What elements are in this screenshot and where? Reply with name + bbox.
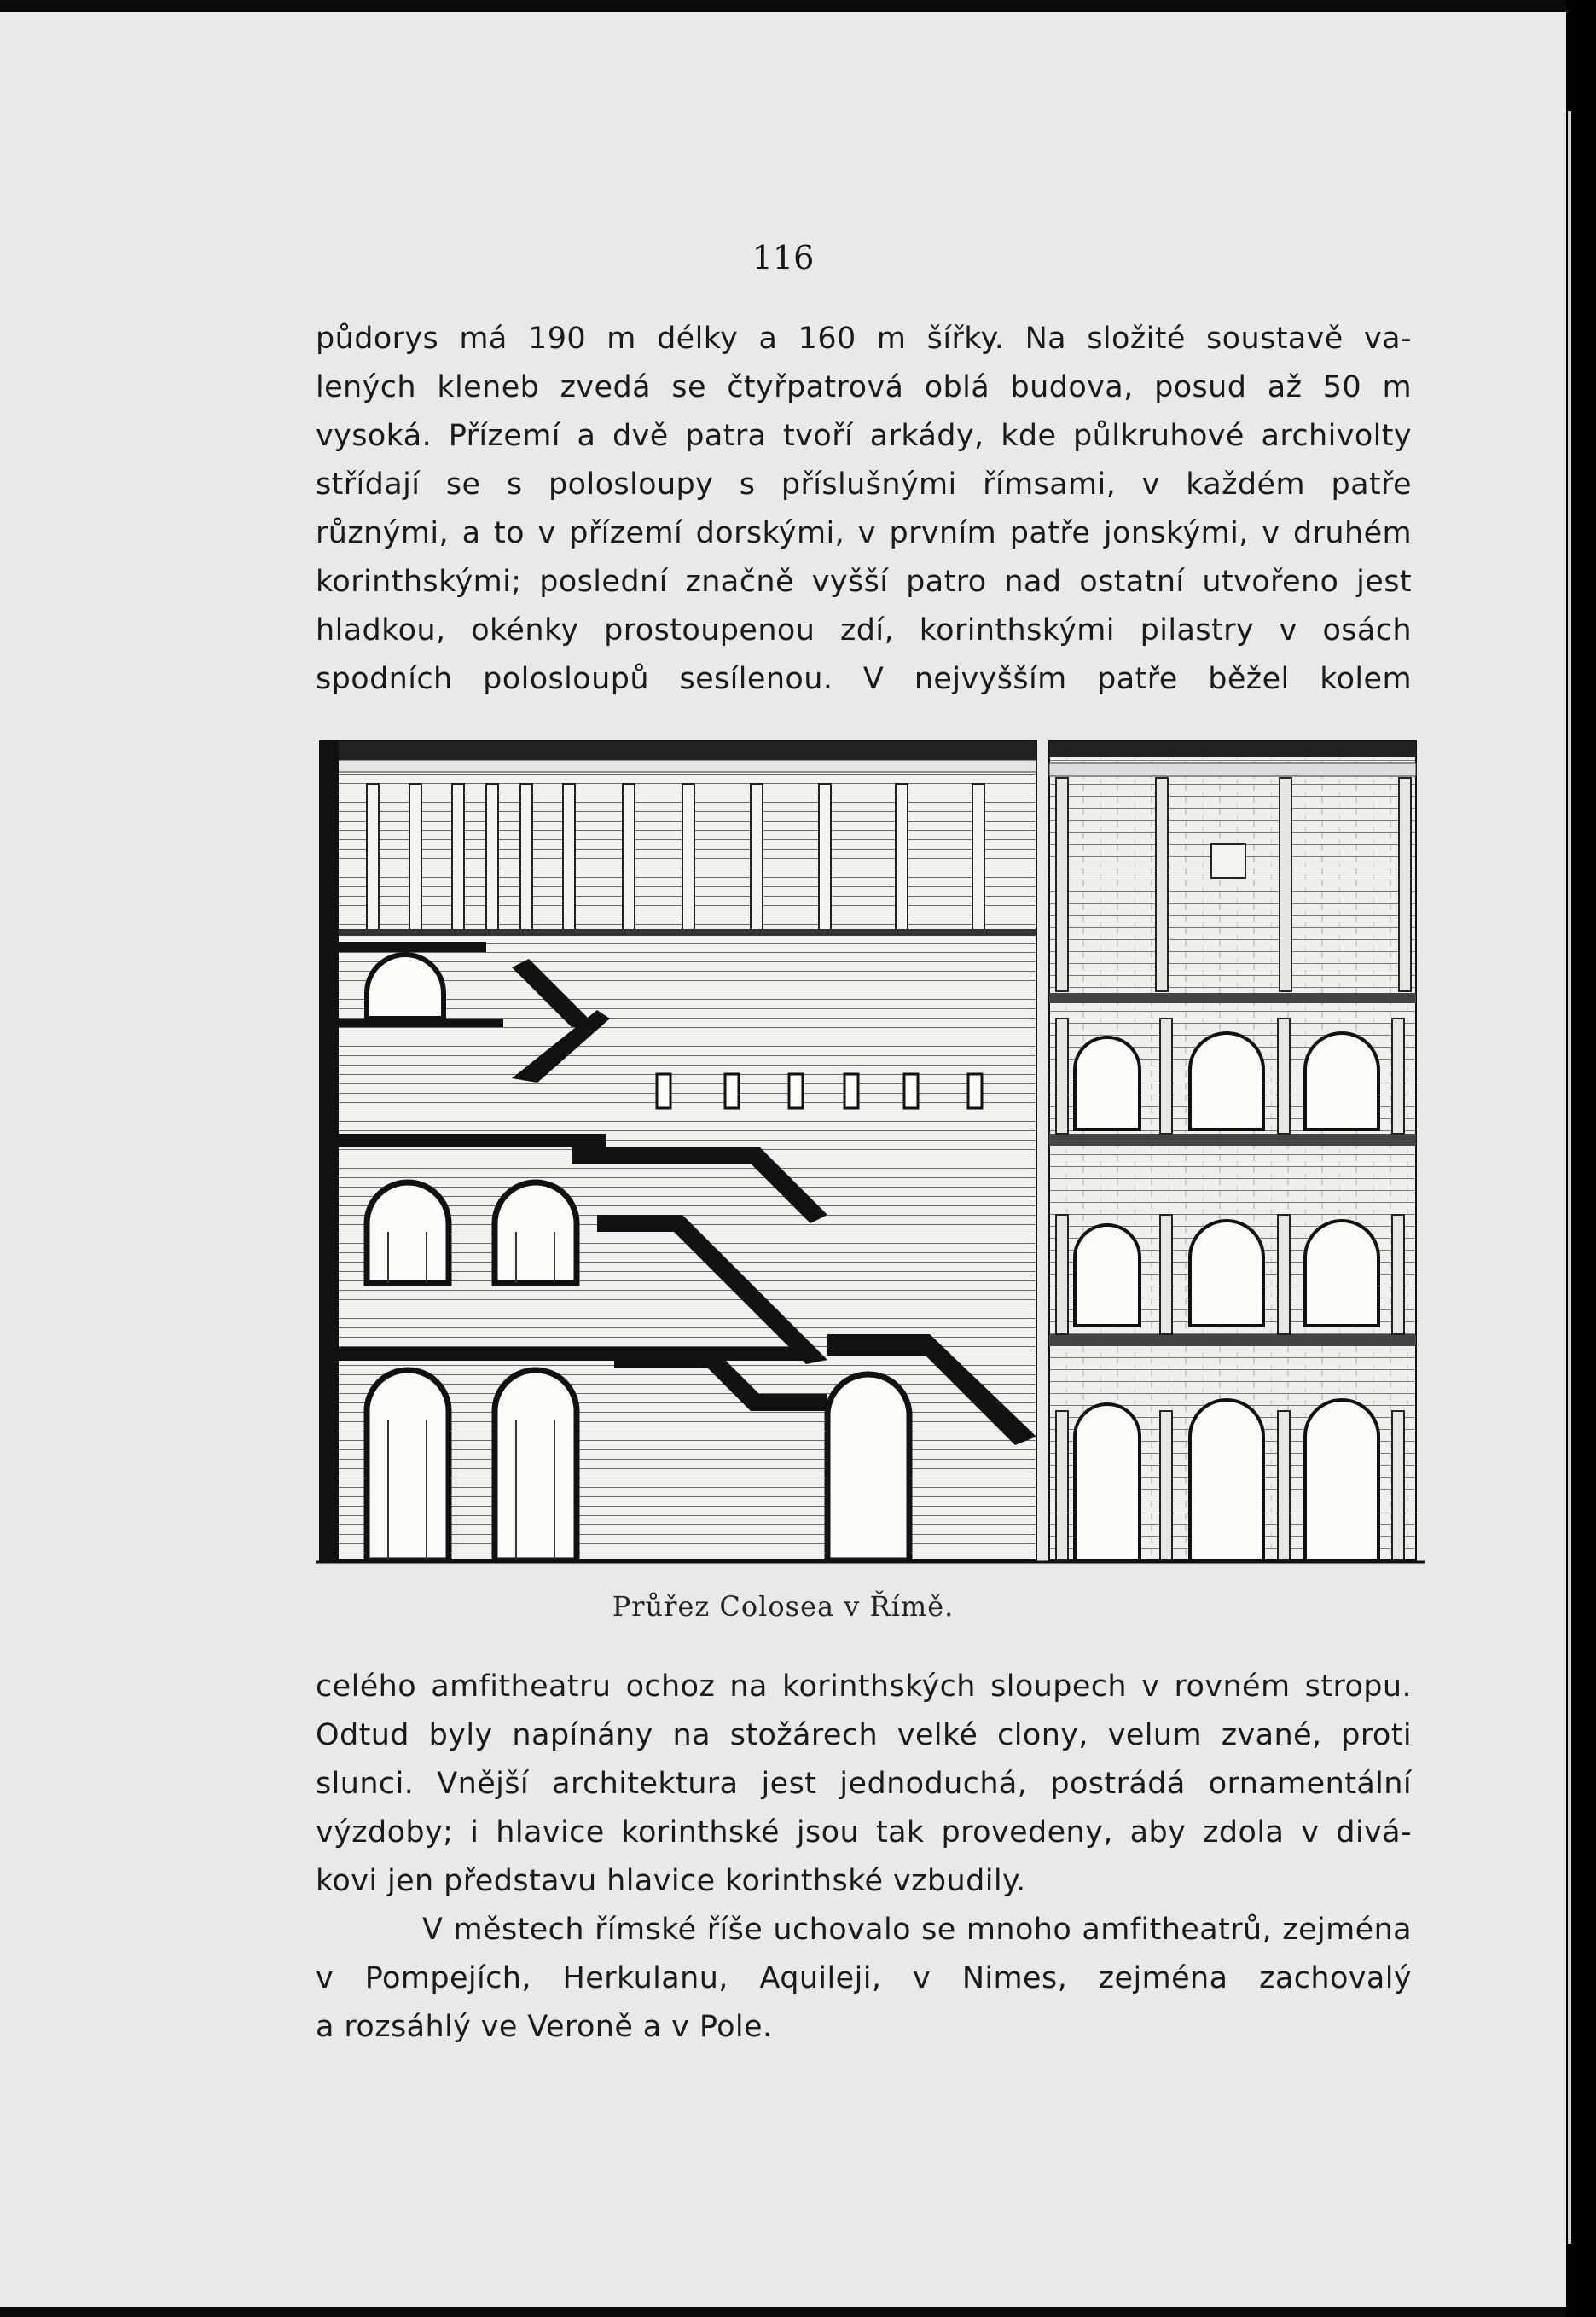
text-line: v Pompejích, Herkulanu, Aquileji, v Nimes, zejména zachovalý — [316, 1961, 1412, 1995]
text-line: střídají se s polosloupy s příslušnými římsami, v každém patře — [316, 467, 1412, 502]
text-line: slunci. Vnější architektura jest jednoduchá, postrádá ornamentální — [316, 1767, 1412, 1801]
text-line: hladkou, okénky prostoupenou zdí, korinthskými pilastry v osách — [316, 613, 1412, 647]
page-edge-line — [1568, 111, 1571, 2244]
text-line: lených kleneb zvedá se čtyřpatrová oblá budova, posud až 50 m — [316, 370, 1412, 404]
figure-caption: Průřez Colosea v Římě. — [612, 1590, 955, 1623]
paragraph-1 — [316, 315, 1412, 704]
text-line: různými, a to v přízemí dorskými, v prvním patře jonskými, v druhém — [316, 516, 1412, 550]
text-line: vysoká. Přízemí a dvě patra tvoří arkády, kde půlkruhové archivolty — [316, 419, 1412, 453]
text-line: výzdoby; i hlavice korinthské jsou tak provedeny, aby zdola v divá- — [316, 1815, 1412, 1850]
text-line: korinthskými; poslední značně vyšší patro nad ostatní utvořeno jest — [316, 565, 1412, 599]
text-line: a rozsáhlý ve Veroně a v Pole. — [316, 2010, 773, 2044]
text-line: kovi jen představu hlavice korinthské vzbudily. — [316, 1864, 1026, 1898]
paragraph-2 — [316, 1663, 1412, 2052]
section-panel — [320, 741, 1036, 1560]
text-line: celého amfitheatru ochoz na korinthských sloupech v rovném stropu. — [316, 1670, 1412, 1704]
text-line: Odtud byly napínány na stožárech velké clony, velum zvané, proti — [316, 1718, 1412, 1752]
colosseum-cross-section-figure — [316, 737, 1425, 1569]
elevation-panel — [1049, 741, 1416, 1560]
text-line: půdorys má 190 m délky a 160 m šířky. Na složité soustavě va- — [316, 322, 1412, 356]
book-page — [0, 12, 1566, 2307]
colosseum-cross-section-drawing — [316, 737, 1425, 1569]
text-line: spodních polosloupů sesílenou. V nejvyšším patře běžel kolem — [316, 662, 1412, 696]
page-number: 116 — [752, 239, 815, 276]
text-line: V městech římské říše uchovalo se mnoho amfitheatrů, zejména — [422, 1913, 1412, 1947]
